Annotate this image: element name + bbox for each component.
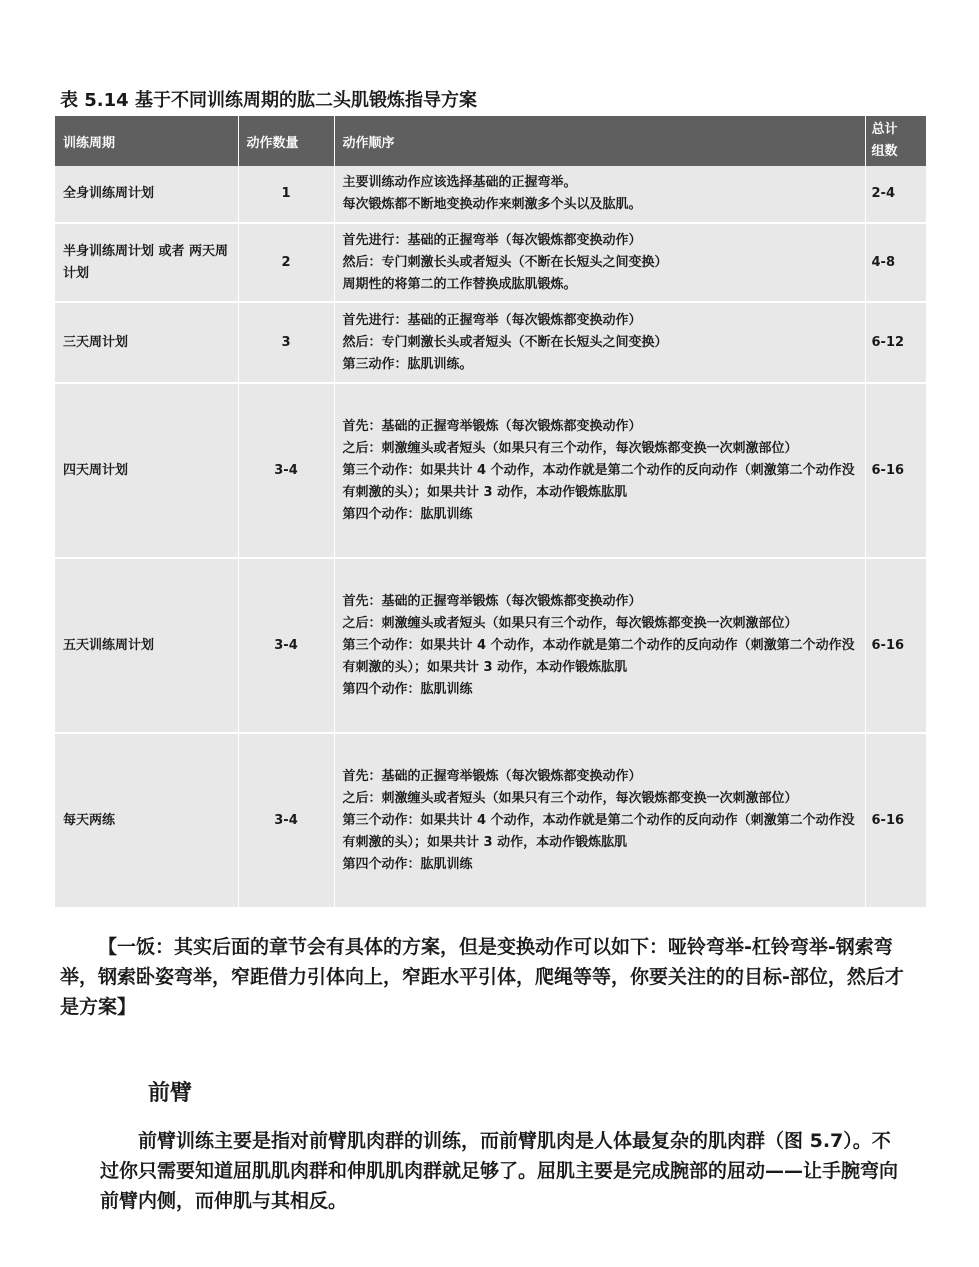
order-line: 之后：刺激缠头或者短头（如果只有三个动作，每次锻炼都变换一次刺激部位）: [342, 615, 798, 631]
cell-period: 四天周计划: [55, 383, 238, 558]
order-line: 第四个动作：肱肌训练: [342, 506, 473, 522]
order-line: 之后：刺激缠头或者短头（如果只有三个动作，每次锻炼都变换一次刺激部位）: [342, 790, 798, 806]
order-line: 首先：基础的正握弯举锻炼（每次锻炼都变换动作）: [342, 418, 642, 434]
cell-period: 每天两练: [55, 733, 238, 908]
table-row: [55, 733, 926, 908]
header-exercise-order: 动作顺序: [334, 116, 865, 166]
cell-sets: 6-16: [865, 383, 926, 558]
cell-sets: 2-4: [865, 166, 926, 223]
order-line: 首先：基础的正握弯举锻炼（每次锻炼都变换动作）: [342, 768, 642, 784]
header-exercise-count: 动作数量: [238, 116, 334, 166]
order-line: 首先进行：基础的正握弯举（每次锻炼都变换动作）: [342, 232, 642, 248]
table-row: [55, 383, 926, 558]
order-line: 第三个动作：如果共计 4 个动作，本动作就是第二个动作的反向动作（刺激第二个动作没有刺激的头）；如果共计 3 动作，本动作锻炼肱肌: [342, 812, 855, 850]
header-training-period: 训练周期: [55, 116, 238, 166]
editor-note: 【一饭：其实后面的章节会有具体的方案，但是变换动作可以如下：哑铃弯举-杠铃弯举-钢索弯举，钢索卧姿弯举，窄距借力引体向上，窄距水平引体，爬绳等等，你要关注的的目标-部位，然后才是方案】: [60, 936, 904, 1018]
order-line: 周期性的将第二的工作替换成肱肌锻炼。: [342, 276, 577, 292]
table-caption: 表 5.14 基于不同训练周期的肱二头肌锻炼指导方案: [60, 90, 477, 111]
header-total-sets-line1: 总计: [871, 122, 898, 137]
order-line: 首先：基础的正握弯举锻炼（每次锻炼都变换动作）: [342, 593, 642, 609]
order-line: 每次锻炼都不断地变换动作来刺激多个头以及肱肌。: [342, 197, 642, 212]
cell-count: 3-4: [238, 383, 334, 558]
table-row: [55, 166, 926, 223]
cell-period: 半身训练周计划 或者 两天周计划: [55, 223, 238, 302]
order-line: 首先进行：基础的正握弯举（每次锻炼都变换动作）: [342, 312, 642, 328]
cell-order: [334, 166, 865, 223]
biceps-training-table: [55, 116, 926, 909]
cell-sets: 6-16: [865, 558, 926, 733]
order-line: 然后：专门刺激长头或者短头（不断在长短头之间变换）: [342, 254, 668, 270]
order-line: 第三动作：肱肌训练。: [342, 356, 473, 372]
cell-sets: 6-16: [865, 733, 926, 908]
order-line: 第四个动作：肱肌训练: [342, 681, 473, 697]
cell-period: 全身训练周计划: [55, 166, 238, 223]
header-total-sets: [865, 116, 926, 166]
cell-count: 3-4: [238, 733, 334, 908]
cell-order: [334, 733, 865, 908]
cell-order: [334, 302, 865, 383]
order-line: 然后：专门刺激长头或者短头（不断在长短头之间变换）: [342, 334, 668, 350]
table-row: [55, 558, 926, 733]
cell-count: 1: [238, 166, 334, 223]
cell-period: 三天周计划: [55, 302, 238, 383]
cell-order: [334, 558, 865, 733]
cell-sets: 4-8: [865, 223, 926, 302]
table-row: [55, 223, 926, 302]
cell-count: 3-4: [238, 558, 334, 733]
cell-order: [334, 223, 865, 302]
table-header-row: [55, 116, 926, 166]
order-line: 第三个动作：如果共计 4 个动作，本动作就是第二个动作的反向动作（刺激第二个动作没有刺激的头）；如果共计 3 动作，本动作锻炼肱肌: [342, 462, 855, 500]
order-line: 第三个动作：如果共计 4 个动作，本动作就是第二个动作的反向动作（刺激第二个动作没有刺激的头）；如果共计 3 动作，本动作锻炼肱肌: [342, 637, 855, 675]
order-line: 主要训练动作应该选择基础的正握弯举。: [342, 175, 577, 190]
cell-order: [334, 383, 865, 558]
order-line: 之后：刺激缠头或者短头（如果只有三个动作，每次锻炼都变换一次刺激部位）: [342, 440, 798, 456]
order-line: 第四个动作：肱肌训练: [342, 856, 473, 872]
cell-period: 五天训练周计划: [55, 558, 238, 733]
section-heading: 前臂: [148, 1081, 193, 1106]
cell-count: 2: [238, 223, 334, 302]
header-total-sets-line2: 组数: [871, 144, 898, 159]
cell-count: 3: [238, 302, 334, 383]
table-row: [55, 302, 926, 383]
cell-sets: 6-12: [865, 302, 926, 383]
body-paragraph: 前臂训练主要是指对前臂肌肉群的训练，而前臂肌肉是人体最复杂的肌肉群（图 5.7）。不过你只需要知道屈肌肌肉群和伸肌肌肉群就足够了。屈肌主要是完成腕部的屈动——让手腕弯向前臂内侧，而伸肌与其相反。: [100, 1130, 899, 1212]
